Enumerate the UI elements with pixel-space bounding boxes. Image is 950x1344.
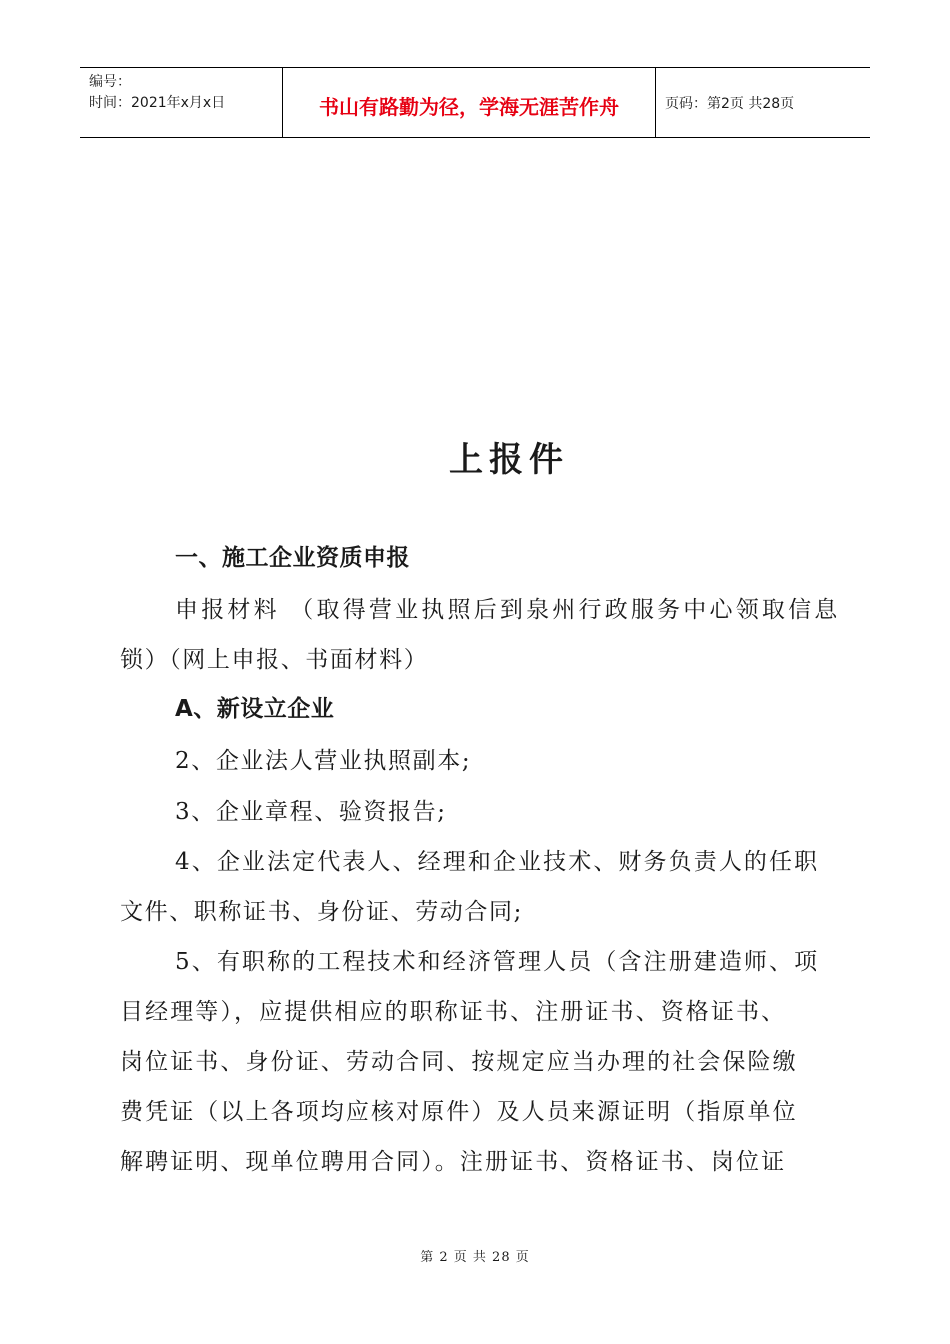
list-item-continuation: 岗位证书、身份证、劳动合同、按规定应当办理的社会保险缴 bbox=[120, 1049, 798, 1075]
subheading-a: A、新设立企业 bbox=[175, 696, 335, 722]
header-motto-cell bbox=[283, 68, 656, 137]
document-title: 上报件 bbox=[449, 440, 569, 480]
list-item-continuation: 目经理等），应提供相应的职称证书、注册证书、资格证书、 bbox=[120, 999, 787, 1025]
page-header bbox=[80, 67, 870, 138]
paragraph-line: 锁）（网上申报、书面材料） bbox=[120, 647, 429, 673]
header-page-info: 页码：第2页 共28页 bbox=[665, 96, 795, 112]
header-meta-cell bbox=[80, 68, 283, 137]
header-page-cell bbox=[656, 68, 870, 137]
paragraph-line: 申报材料 （取得营业执照后到泉州行政服务中心领取信息 bbox=[175, 597, 841, 623]
list-item: 3、企业章程、验资报告; bbox=[175, 799, 447, 825]
list-item: 5、有职称的工程技术和经济管理人员（含注册建造师、项 bbox=[175, 949, 820, 975]
list-item: 4、企业法定代表人、经理和企业技术、财务负责人的任职 bbox=[175, 849, 820, 875]
list-item-continuation: 解聘证明、现单位聘用合同）。注册证书、资格证书、岗位证 bbox=[120, 1149, 787, 1175]
list-item-continuation: 费凭证（以上各项均应核对原件）及人员来源证明（指原单位 bbox=[120, 1099, 798, 1125]
document-time-label: 时间：2021年x月x日 bbox=[89, 95, 226, 111]
page-footer: 第 2 页 共 28 页 bbox=[420, 1250, 530, 1265]
list-item: 2、企业法人营业执照副本; bbox=[175, 748, 472, 774]
document-number-label: 编号： bbox=[89, 74, 131, 90]
section-heading: 一、施工企业资质申报 bbox=[175, 545, 410, 571]
header-motto: 书山有路勤为径，学海无涯苦作舟 bbox=[319, 95, 619, 119]
list-item-continuation: 文件、职称证书、身份证、劳动合同; bbox=[120, 899, 523, 925]
